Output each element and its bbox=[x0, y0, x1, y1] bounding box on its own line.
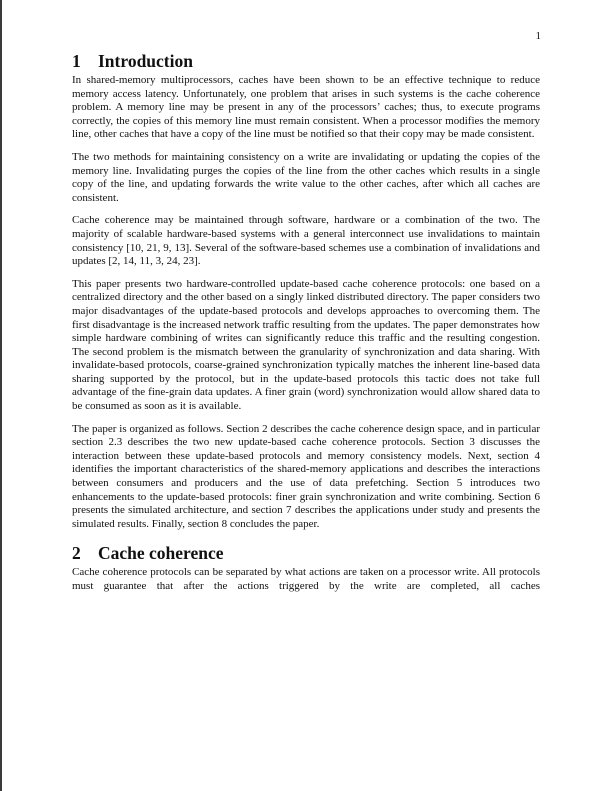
paragraph: In shared-memory multiprocessors, caches have been shown to be an effective technique to reduce memory access latency. Unfortunately, one problem that arises in such systems is the cache coherence problem. A memory line may be present in any of the processors’ caches; thus, to execute programs correctly, the copies of this memory line must remain consistent. When a processor modifies the memory line, other caches that have a copy of the line must be notified so that their copy may be made consistent. bbox=[72, 74, 540, 141]
section-number: 1 bbox=[72, 51, 81, 71]
section-heading-cache-coherence bbox=[72, 540, 540, 566]
page-left-edge-rule bbox=[0, 0, 2, 791]
paragraph: The two methods for maintaining consistency on a write are invalidating or updating the copies of the memory line. Invalidating purges the copies of the line from the other caches which results in a single copy of the line, and updating forwards the write value to the other caches, after which all caches are consistent. bbox=[72, 150, 540, 204]
page-content bbox=[72, 48, 540, 603]
section-heading-introduction bbox=[72, 48, 540, 74]
section-number: 2 bbox=[72, 543, 81, 564]
paragraph: The paper is organized as follows. Section 2 describes the cache coherence design space, and in particular section 2.3 describes the two new update-based cache coherence protocols. Section 3 discusses the interaction between these update-based protocols and memory consistency models. Next, section 4 identifies the important characteristics of the shared-memory applications and describes the interactions between consumers and producers and the use of data prefetching. Section 5 introduces two enhancements to the update-based protocols: finer grain synchronization and write combining. Section 6 presents the simulated architecture, and section 7 describes the applications under study and presents the simulated results. Finally, section 8 concludes the paper. bbox=[72, 422, 540, 530]
section-title: Introduction bbox=[98, 51, 193, 71]
paragraph: Cache coherence may be maintained through software, hardware or a combination of the two. The majority of scalable hardware-based systems with a general interconnect use invalidations to maintain consistency [10, 21, 9, 13]. Several of the software-based schemes use a combination of invalidations and updates [2, 14, 11, 3, 24, 23]. bbox=[72, 214, 540, 268]
paragraph: Cache coherence protocols can be separated by what actions are taken on a processor write. All protocols must guarantee that after the actions triggered by the write are completed, all caches bbox=[72, 566, 540, 592]
page-number: 1 bbox=[535, 30, 541, 42]
section-title: Cache coherence bbox=[98, 543, 224, 564]
paragraph: This paper presents two hardware-controlled update-based cache coherence protocols: one based on a centralized directory and the other based on a singly linked distributed directory. The paper considers two major disadvantages of the update-based protocols and develops approaches to overcoming them. The first disadvantage is the increased network traffic resulting from the updates. The paper demonstrates how simple hardware combining of writes can significantly reduce this traffic and the resulting congestion. The second problem is the mismatch between the granularity of synchronization and data sharing. With invalidate-based protocols, coarse-grained synchronization typically matches the inherent line-based data sharing supported by the protocol, but in the update-based protocols this tactic does not take full advantage of the fine-grain data updates. A finer grain (word) synchronization would allow shared data to be consumed as soon as it is available. bbox=[72, 277, 540, 413]
